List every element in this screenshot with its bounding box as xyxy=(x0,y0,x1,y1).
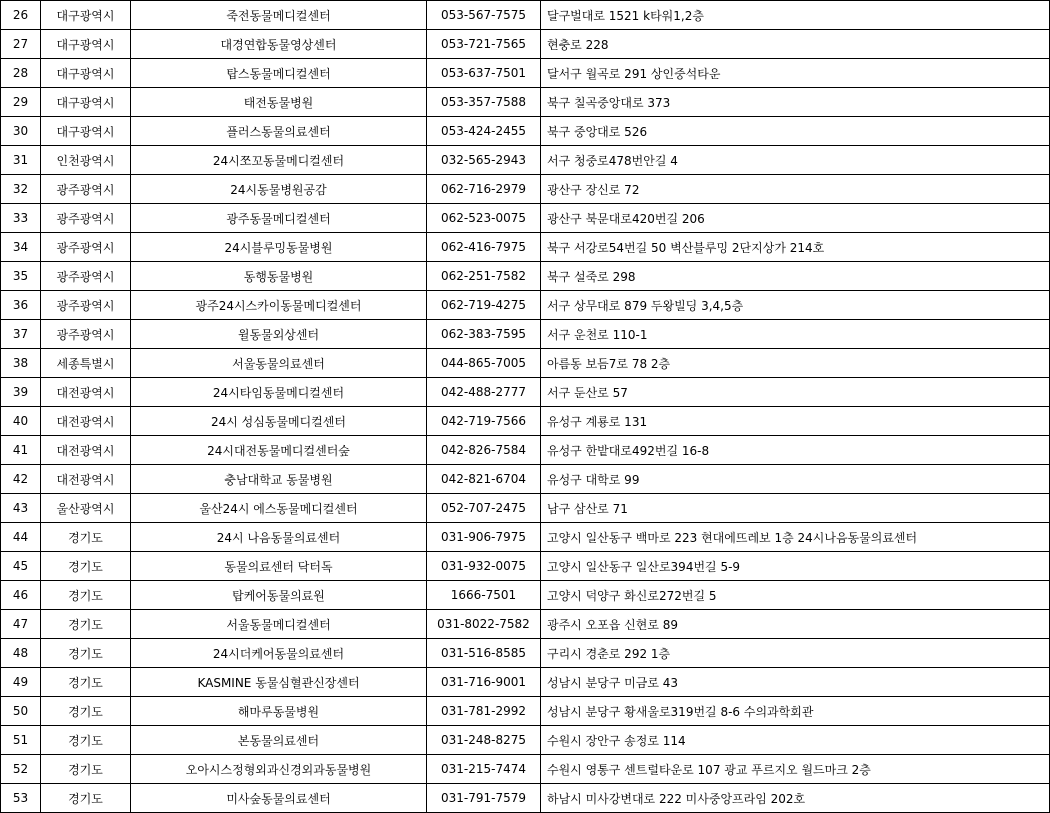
address-cell: 북구 중앙대로 526 xyxy=(541,117,1050,146)
phone-cell: 031-906-7975 xyxy=(427,523,541,552)
hospital-name-cell: 24시더케어동물의료센터 xyxy=(131,639,427,668)
row-number: 53 xyxy=(1,784,41,813)
hospital-name-cell: 윌동물외상센터 xyxy=(131,320,427,349)
hospital-name-cell: 24시 성심동물메디컬센터 xyxy=(131,407,427,436)
hospital-name-cell: 해마루동물병원 xyxy=(131,697,427,726)
row-number: 49 xyxy=(1,668,41,697)
row-number: 42 xyxy=(1,465,41,494)
row-number: 51 xyxy=(1,726,41,755)
table-row xyxy=(1,784,1050,813)
phone-cell: 053-567-7575 xyxy=(427,1,541,30)
phone-cell: 042-488-2777 xyxy=(427,378,541,407)
hospital-name-cell: 충남대학교 동물병원 xyxy=(131,465,427,494)
row-number: 47 xyxy=(1,610,41,639)
hospital-name-cell: 탑케어동물의료원 xyxy=(131,581,427,610)
address-cell: 유성구 계룡로 131 xyxy=(541,407,1050,436)
table-row xyxy=(1,610,1050,639)
table-row xyxy=(1,349,1050,378)
row-number: 28 xyxy=(1,59,41,88)
hospital-name-cell: KASMINE 동물심혈관신장센터 xyxy=(131,668,427,697)
region-cell: 경기도 xyxy=(41,784,131,813)
row-number: 50 xyxy=(1,697,41,726)
hospital-name-cell: 태전동물병원 xyxy=(131,88,427,117)
table-body xyxy=(1,1,1050,813)
table-row xyxy=(1,30,1050,59)
row-number: 31 xyxy=(1,146,41,175)
hospital-name-cell: 플러스동물의료센터 xyxy=(131,117,427,146)
address-cell: 구리시 경춘로 292 1층 xyxy=(541,639,1050,668)
address-cell: 광주시 오포읍 신현로 89 xyxy=(541,610,1050,639)
region-cell: 울산광역시 xyxy=(41,494,131,523)
address-cell: 수원시 장안구 송정로 114 xyxy=(541,726,1050,755)
address-cell: 유성구 한밭대로492번길 16-8 xyxy=(541,436,1050,465)
region-cell: 대전광역시 xyxy=(41,436,131,465)
region-cell: 경기도 xyxy=(41,581,131,610)
row-number: 46 xyxy=(1,581,41,610)
address-cell: 달구벌대로 1521 k타워1,2층 xyxy=(541,1,1050,30)
hospital-name-cell: 광주동물메디컬센터 xyxy=(131,204,427,233)
phone-cell: 031-716-9001 xyxy=(427,668,541,697)
row-number: 34 xyxy=(1,233,41,262)
hospital-name-cell: 대경연합동물영상센터 xyxy=(131,30,427,59)
region-cell: 광주광역시 xyxy=(41,320,131,349)
phone-cell: 053-721-7565 xyxy=(427,30,541,59)
phone-cell: 031-781-2992 xyxy=(427,697,541,726)
phone-cell: 044-865-7005 xyxy=(427,349,541,378)
table-row xyxy=(1,436,1050,465)
address-cell: 현충로 228 xyxy=(541,30,1050,59)
table-row xyxy=(1,465,1050,494)
phone-cell: 062-416-7975 xyxy=(427,233,541,262)
address-cell: 남구 삼산로 71 xyxy=(541,494,1050,523)
row-number: 39 xyxy=(1,378,41,407)
phone-cell: 031-8022-7582 xyxy=(427,610,541,639)
address-cell: 서구 청중로478번안길 4 xyxy=(541,146,1050,175)
address-cell: 서구 운천로 110-1 xyxy=(541,320,1050,349)
table-row xyxy=(1,204,1050,233)
address-cell: 아름동 보듬7로 78 2층 xyxy=(541,349,1050,378)
address-cell: 달서구 월곡로 291 상인중석타운 xyxy=(541,59,1050,88)
phone-cell: 042-821-6704 xyxy=(427,465,541,494)
row-number: 26 xyxy=(1,1,41,30)
hospital-name-cell: 24시타임동물메디컬센터 xyxy=(131,378,427,407)
hospital-name-cell: 동행동물병원 xyxy=(131,262,427,291)
hospital-name-cell: 본동물의료센터 xyxy=(131,726,427,755)
table-row xyxy=(1,378,1050,407)
row-number: 30 xyxy=(1,117,41,146)
row-number: 36 xyxy=(1,291,41,320)
hospital-name-cell: 울산24시 에스동물메디컬센터 xyxy=(131,494,427,523)
region-cell: 대전광역시 xyxy=(41,407,131,436)
region-cell: 광주광역시 xyxy=(41,262,131,291)
address-cell: 서구 둔산로 57 xyxy=(541,378,1050,407)
address-cell: 북구 칠곡중앙대로 373 xyxy=(541,88,1050,117)
hospital-name-cell: 오아시스정형외과신경외과동물병원 xyxy=(131,755,427,784)
region-cell: 광주광역시 xyxy=(41,233,131,262)
table-row xyxy=(1,1,1050,30)
region-cell: 대구광역시 xyxy=(41,1,131,30)
hospital-name-cell: 죽전동물메디컬센터 xyxy=(131,1,427,30)
phone-cell: 053-357-7588 xyxy=(427,88,541,117)
table-row xyxy=(1,581,1050,610)
region-cell: 경기도 xyxy=(41,755,131,784)
table-row xyxy=(1,175,1050,204)
row-number: 33 xyxy=(1,204,41,233)
hospital-name-cell: 24시대전동물메디컬센터숲 xyxy=(131,436,427,465)
phone-cell: 042-719-7566 xyxy=(427,407,541,436)
hospital-name-cell: 동물의료센터 닥터독 xyxy=(131,552,427,581)
phone-cell: 031-516-8585 xyxy=(427,639,541,668)
address-cell: 광산구 장신로 72 xyxy=(541,175,1050,204)
row-number: 27 xyxy=(1,30,41,59)
phone-cell: 062-523-0075 xyxy=(427,204,541,233)
table-row xyxy=(1,146,1050,175)
address-cell: 북구 설죽로 298 xyxy=(541,262,1050,291)
hospital-name-cell: 24시동물병원공감 xyxy=(131,175,427,204)
table-row xyxy=(1,697,1050,726)
phone-cell: 031-215-7474 xyxy=(427,755,541,784)
region-cell: 경기도 xyxy=(41,726,131,755)
phone-cell: 062-716-2979 xyxy=(427,175,541,204)
address-cell: 수원시 영통구 센트럴타운로 107 광교 푸르지오 월드마크 2층 xyxy=(541,755,1050,784)
row-number: 35 xyxy=(1,262,41,291)
address-cell: 광산구 북문대로420번길 206 xyxy=(541,204,1050,233)
address-cell: 성남시 분당구 미금로 43 xyxy=(541,668,1050,697)
hospital-name-cell: 미사숲동물의료센터 xyxy=(131,784,427,813)
table-row xyxy=(1,88,1050,117)
table-row xyxy=(1,523,1050,552)
hospital-name-cell: 24시블루밍동물병원 xyxy=(131,233,427,262)
address-cell: 유성구 대학로 99 xyxy=(541,465,1050,494)
region-cell: 대전광역시 xyxy=(41,465,131,494)
row-number: 32 xyxy=(1,175,41,204)
row-number: 38 xyxy=(1,349,41,378)
phone-cell: 1666-7501 xyxy=(427,581,541,610)
table-row xyxy=(1,262,1050,291)
table-row xyxy=(1,117,1050,146)
row-number: 43 xyxy=(1,494,41,523)
hospital-name-cell: 서울동물의료센터 xyxy=(131,349,427,378)
table-row xyxy=(1,552,1050,581)
row-number: 41 xyxy=(1,436,41,465)
row-number: 48 xyxy=(1,639,41,668)
table-row xyxy=(1,320,1050,349)
region-cell: 대구광역시 xyxy=(41,59,131,88)
phone-cell: 062-251-7582 xyxy=(427,262,541,291)
table-row xyxy=(1,291,1050,320)
region-cell: 경기도 xyxy=(41,523,131,552)
table-row xyxy=(1,668,1050,697)
phone-cell: 053-424-2455 xyxy=(427,117,541,146)
region-cell: 경기도 xyxy=(41,610,131,639)
region-cell: 세종특별시 xyxy=(41,349,131,378)
region-cell: 인천광역시 xyxy=(41,146,131,175)
row-number: 40 xyxy=(1,407,41,436)
row-number: 44 xyxy=(1,523,41,552)
row-number: 52 xyxy=(1,755,41,784)
table-row xyxy=(1,726,1050,755)
address-cell: 고양시 일산동구 백마로 223 현대에뜨레보 1층 24시나음동물의료센터 xyxy=(541,523,1050,552)
phone-cell: 031-932-0075 xyxy=(427,552,541,581)
table-row xyxy=(1,233,1050,262)
hospital-name-cell: 탑스동물메디컬센터 xyxy=(131,59,427,88)
table-row xyxy=(1,639,1050,668)
row-number: 37 xyxy=(1,320,41,349)
phone-cell: 053-637-7501 xyxy=(427,59,541,88)
phone-cell: 031-248-8275 xyxy=(427,726,541,755)
region-cell: 대전광역시 xyxy=(41,378,131,407)
region-cell: 경기도 xyxy=(41,668,131,697)
phone-cell: 052-707-2475 xyxy=(427,494,541,523)
region-cell: 경기도 xyxy=(41,639,131,668)
address-cell: 서구 상무대로 879 두왕빌딩 3,4,5층 xyxy=(541,291,1050,320)
phone-cell: 032-565-2943 xyxy=(427,146,541,175)
region-cell: 경기도 xyxy=(41,697,131,726)
region-cell: 대구광역시 xyxy=(41,30,131,59)
address-cell: 하남시 미사강변대로 222 미사중앙프라임 202호 xyxy=(541,784,1050,813)
phone-cell: 062-719-4275 xyxy=(427,291,541,320)
address-cell: 성남시 분당구 황새울로319번길 8-6 수의과학회관 xyxy=(541,697,1050,726)
phone-cell: 031-791-7579 xyxy=(427,784,541,813)
table-row xyxy=(1,407,1050,436)
table-row xyxy=(1,59,1050,88)
row-number: 45 xyxy=(1,552,41,581)
hospital-name-cell: 서울동물메디컬센터 xyxy=(131,610,427,639)
hospital-name-cell: 24시 나음동물의료센터 xyxy=(131,523,427,552)
address-cell: 고양시 덕양구 화신로272번길 5 xyxy=(541,581,1050,610)
region-cell: 경기도 xyxy=(41,552,131,581)
row-number: 29 xyxy=(1,88,41,117)
address-cell: 고양시 일산동구 일산로394번길 5-9 xyxy=(541,552,1050,581)
table-row xyxy=(1,755,1050,784)
region-cell: 광주광역시 xyxy=(41,175,131,204)
hospital-name-cell: 24시쪼꼬동물메디컬센터 xyxy=(131,146,427,175)
region-cell: 대구광역시 xyxy=(41,88,131,117)
hospital-name-cell: 광주24시스카이동물메디컬센터 xyxy=(131,291,427,320)
region-cell: 광주광역시 xyxy=(41,204,131,233)
region-cell: 대구광역시 xyxy=(41,117,131,146)
region-cell: 광주광역시 xyxy=(41,291,131,320)
address-cell: 북구 서강로54번길 50 벽산블루밍 2단지상가 214호 xyxy=(541,233,1050,262)
table-row xyxy=(1,494,1050,523)
phone-cell: 062-383-7595 xyxy=(427,320,541,349)
phone-cell: 042-826-7584 xyxy=(427,436,541,465)
